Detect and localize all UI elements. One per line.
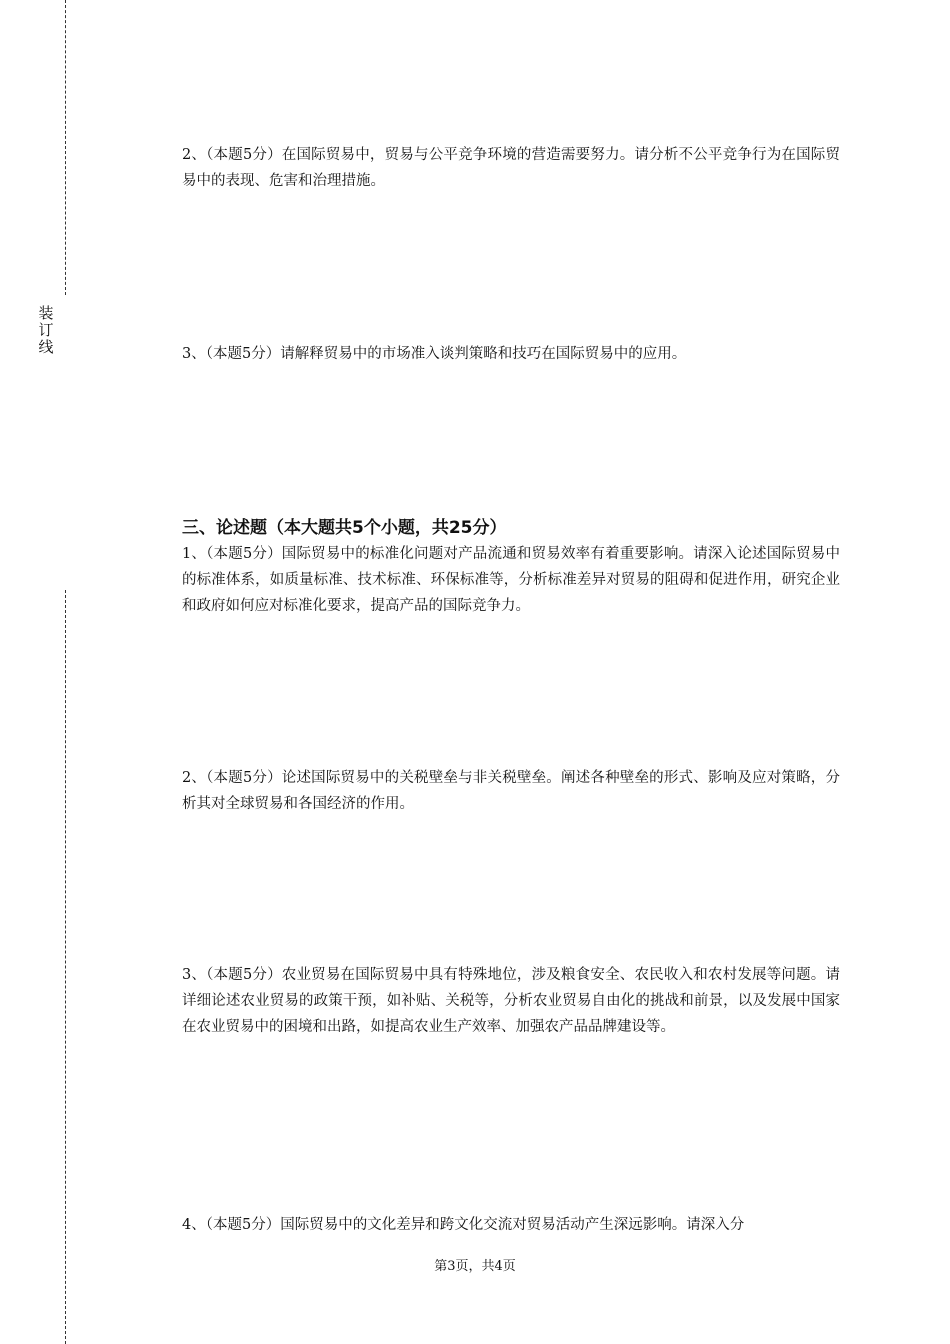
section-3-title: 三、论述题（本大题共5个小题，共25分） <box>182 518 507 538</box>
question-3-1: 1、（本题5分）国际贸易中的标准化问题对产品流通和贸易效率有着重要影响。请深入论述国际贸易中的标准体系，如质量标准、技术标准、环保标准等，分析标准差异对贸易的阻碍和促进作用，研究企业和政府如何应对标准化要求，提高产品的国际竞争力。 <box>182 546 840 614</box>
binding-label-char: 订 <box>38 321 54 339</box>
binding-label-char: 装 <box>38 304 54 322</box>
binding-dashed-line-bottom <box>65 590 66 1344</box>
question-3-2: 2、（本题5分）论述国际贸易中的关税壁垒与非关税壁垒。阐述各种壁垒的形式、影响及应对策略，分析其对全球贸易和各国经济的作用。 <box>182 770 840 812</box>
binding-dashed-line-top <box>65 0 66 295</box>
binding-label-char: 线 <box>38 338 54 356</box>
question-2-2: 2、（本题5分）在国际贸易中，贸易与公平竞争环境的营造需要努力。请分析不公平竞争行为在国际贸易中的表现、危害和治理措施。 <box>182 147 840 189</box>
question-3-3: 3、（本题5分）农业贸易在国际贸易中具有特殊地位，涉及粮食安全、农民收入和农村发展等问题。请详细论述农业贸易的政策干预，如补贴、关税等，分析农业贸易自由化的挑战和前景，以及发展中国家在农业贸易中的困境和出路，如提高农业生产效率、加强农产品品牌建设等。 <box>182 967 840 1035</box>
page-number: 第3页，共4页 <box>434 1259 516 1274</box>
question-2-3: 3、（本题5分）请解释贸易中的市场准入谈判策略和技巧在国际贸易中的应用。 <box>182 346 687 362</box>
question-3-4: 4、（本题5分）国际贸易中的文化差异和跨文化交流对贸易活动产生深远影响。请深入分 <box>182 1217 745 1233</box>
binding-line-label <box>37 305 55 356</box>
